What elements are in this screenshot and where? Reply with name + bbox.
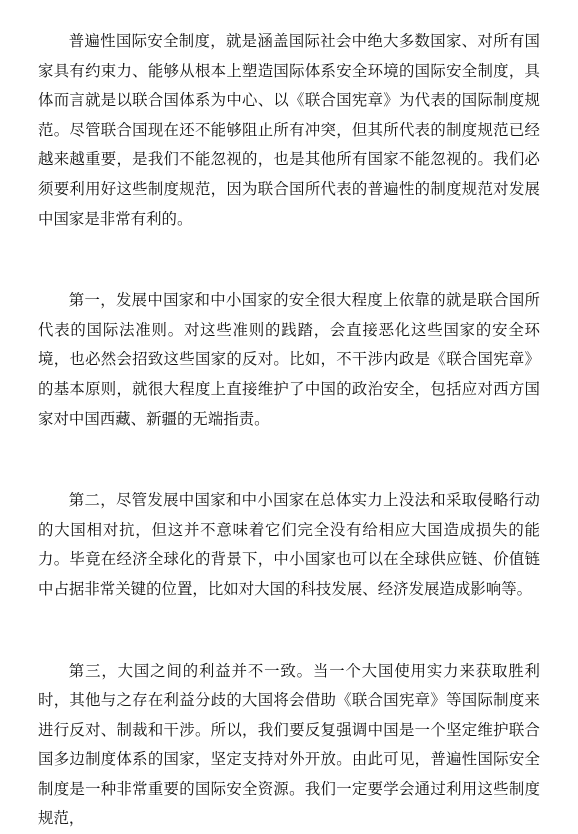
paragraph-point-three: 第三，大国之间的利益并不一致。当一个大国使用实力来获取胜利时，其他与之存在利益分歧的大国将会借助《联合国宪章》等国际制度来进行反对、制裁和干涉。所以，我们要反复强调中国是一个坚定维护联合国多边制度体系的国家，坚定支持对外开放。由此可见，普遍性国际安全制度是一种非常重要的国际安全资源。我们一定要学会通过利用这些制度规范，	[38, 657, 540, 834]
paragraph-intro: 普遍性国际安全制度，就是涵盖国际社会中绝大多数国家、对所有国家具有约束力、能够从根本上塑造国际体系安全环境的国际安全制度，具体而言就是以联合国体系为中心、以《联合国宪章》为代表的国际制度规范。尽管联合国现在还不能够阻止所有冲突，但其所代表的制度规范已经越来越重要，是我们不能忽视的，也是其他所有国家不能忽视的。我们必须要利用好这些制度规范，因为联合国所代表的普遍性的制度规范对发展中国家是非常有利的。	[38, 27, 540, 234]
paragraph-point-two: 第二，尽管发展中国家和中小国家在总体实力上没法和采取侵略行动的大国相对抗，但这并不意味着它们完全没有给相应大国造成损失的能力。毕竟在经济全球化的背景下，中小国家也可以在全球供应链、价值链中占据非常关键的位置，比如对大国的科技发展、经济发展造成影响等。	[38, 486, 540, 604]
paragraph-point-one: 第一，发展中国家和中小国家的安全很大程度上依靠的就是联合国所代表的国际法准则。对这些准则的践踏，会直接恶化这些国家的安全环境，也必然会招致这些国家的反对。比如，不干涉内政是《联合国宪章》的基本原则，就很大程度上直接维护了中国的政治安全，包括应对西方国家对中国西藏、新疆的无端指责。	[38, 286, 540, 434]
